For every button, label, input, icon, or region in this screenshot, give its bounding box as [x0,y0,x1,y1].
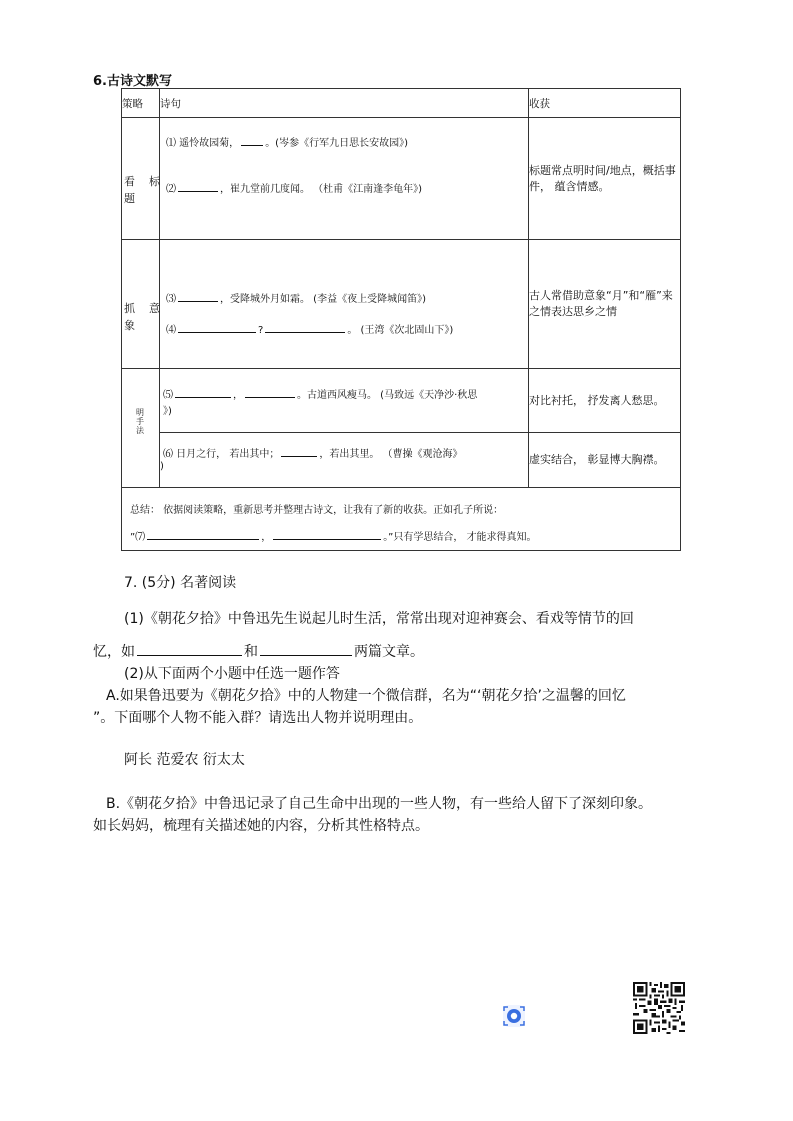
answer-blank-4b[interactable] [265,322,345,333]
question-6-title: 6.古诗文默写 [93,74,172,89]
answer-blank-6[interactable] [281,446,317,457]
q7-option-b-line2: 如长妈妈，梳理有关描述她的内容，分析其性格特点。 [93,818,429,834]
q7-option-a-line2: ”。下面哪个人物不能入群？请选出人物并说明理由。 [93,710,423,726]
answer-blank-7a[interactable] [147,529,259,540]
poem-line-6: ⑹ 日月之行， 若出其中； ，若出其里。 （曹操《观沧海》 [163,445,463,460]
strategy-cell-technique: 明手法 [122,369,160,488]
poem-line-1: ⑴ 遥怜故园菊， 。(岑参《行军九日思长安故园》) [166,134,408,149]
poem-line-3: ⑶ ，受降城外月如霜。 (李益《夜上受降城闻笛》) [166,290,426,305]
poem-cell-row2 [160,240,529,369]
q7-part1-line1: (1)《朝花夕拾》中鲁迅先生说起儿时生活，常常出现对迎神赛会、看戏等情节的回 [124,611,634,627]
header-gain: 收获 [529,89,681,118]
answer-blank-5b[interactable] [245,387,295,398]
answer-blank-q7-2[interactable] [260,642,352,656]
poem-cell-row1 [160,118,529,240]
summary-line-1: 总结： 依据阅读策略，重新思考并整理古诗文，让我有了新的收获。正如孔子所说： [130,505,504,516]
summary-line-2: ”⑺ ， 。”只有学思结合， 才能求得真知。 [130,528,537,543]
poem-cell-row3a: ⑸ ， 。古道西风瘦马。 (马致远《天净沙·秋思 》) [160,369,529,433]
strategy-cell-title: 看 标 题 [122,118,160,240]
poem-cell-row3b: ⑹ 日月之行， 若出其中； ，若出其里。 （曹操《观沧海》 ) [160,433,529,488]
answer-blank-2[interactable] [178,181,218,192]
gain-cell-row3b: 虚实结合， 彰显博大胸襟。 [529,433,681,488]
answer-blank-5a[interactable] [175,387,231,398]
gain-cell-row3a: 对比衬托， 抒发离人愁思。 [529,369,681,433]
q7-people-list: 阿长 范爱农 衍太太 [124,752,245,768]
q7-part1-line2: 忆，如 和 两篇文章。 [93,644,424,660]
answer-blank-7b[interactable] [273,529,381,540]
header-poem: 诗句 [160,89,529,118]
gain-cell-row1: 标题常点明时间/地点，概括事件， 蕴含情感。 [529,118,681,240]
gain-cell-row2: 古人常借助意象“月”和“雁”来之情表达思乡之情 [529,240,681,369]
answer-blank-1[interactable] [241,135,263,146]
answer-blank-4a[interactable] [178,322,256,333]
scanner-app-icon[interactable] [502,1004,526,1028]
poem-line-5: ⑸ ， 。古道西风瘦马。 (马致远《天净沙·秋思 [163,386,477,401]
summary-cell [122,488,681,551]
qr-code-icon [633,982,685,1034]
poem-line-2: ⑵ ，崔九堂前几度闻。 （杜甫《江南逢李龟年》) [166,180,422,195]
answer-blank-3[interactable] [178,291,218,302]
poem-table [121,88,681,551]
answer-blank-q7-1[interactable] [137,642,242,656]
q7-option-b-line1: B.《朝花夕拾》中鲁迅记录了自己生命中出现的一些人物，有一些给人留下了深刻印象。 [106,796,653,812]
header-strategy: 策略 [122,89,160,118]
strategy-cell-image: 抓 意 象 [122,240,160,369]
poem-line-4: ⑷ ? 。 (王湾《次北固山下》) [166,321,453,336]
q7-part2: (2)从下面两个小题中任选一题作答 [124,666,340,682]
question-7-title: 7. (5分) 名著阅读 [124,575,237,591]
q7-option-a-line1: A.如果鲁迅要为《朝花夕拾》中的人物建一个微信群，名为“‘朝花夕拾’之温馨的回忆 [106,688,626,704]
